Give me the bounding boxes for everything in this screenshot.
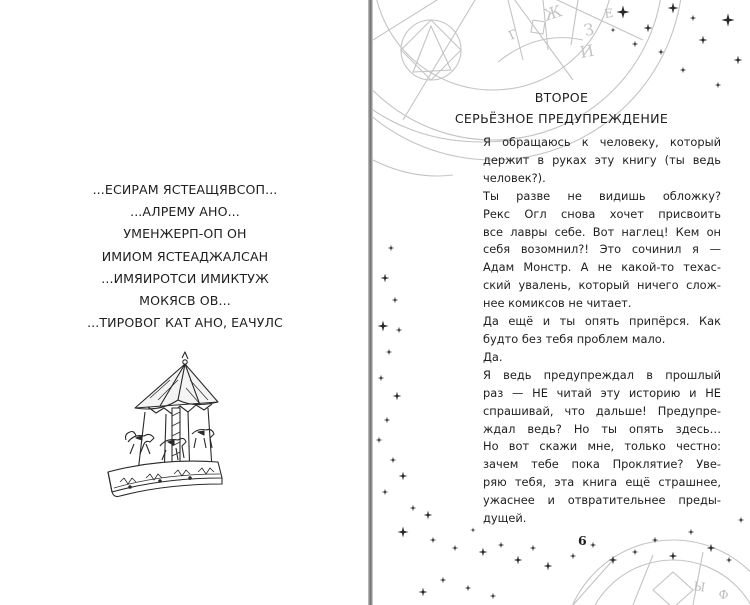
svg-text:Ф: Ф [717,587,730,603]
text-line: Я ведь предупреждал в прошлый [483,367,721,382]
decor-letter: И [578,40,596,62]
text-line: ский увалень, который ничего слож- [483,278,721,293]
right-page [373,0,750,605]
poem-line: ИМИОМ ЯСТЕАДЖАЛСАН [101,248,269,264]
poem-line: УМЕНЖЕРП-ОП ОН [123,226,247,242]
text-line: спрашивай, что дальше! Предупре- [483,403,721,418]
text-line: Я обращаюсь к человеку, который [483,135,721,149]
chapter-title-line1: ВТОРОЕ [534,90,589,105]
svg-text:Г: Г [506,26,520,43]
poem-line: МОКЯСВ ОВ... [139,293,231,309]
paragraph [465,313,721,349]
poem-line: ...АЛРЕМУ АНО... [130,204,240,220]
poem-line: ...ЕСИРАМ ЯСТЕАЩЯВСОП... [92,182,278,197]
text-line: Адам Монстр. А не какой-то техас- [483,260,721,275]
text-line: Да ещё и ты опять припёрся. Как [483,314,721,329]
poem-line: ...ТИРОВОГ КАТ АНО, ЕАЧУЛС [87,315,283,331]
paragraph [465,188,721,313]
carousel-illustration [90,350,225,500]
text-line: будто без тебя проблем мало. [483,331,666,346]
paragraph [465,134,721,188]
text-line: человек?). [483,170,546,185]
svg-text:Ы: Ы [692,579,707,595]
decor-letter: Ж [541,1,565,25]
text-line: Ты разве не видишь обложку? [483,188,721,203]
paragraph [465,349,721,367]
text-line: дущей. [483,511,527,526]
text-line: нее комиксов не читает. [483,296,632,311]
text-line: Но вот скажи мне, только честно: [483,439,721,454]
text-line: себя возомнил?! Это сочинил я — [483,242,721,257]
text-line: Рекс Огл снова хочет присвоить [483,206,721,221]
page-number: 6 [578,533,587,548]
text-line: ужаснее и отвратительнее преды- [483,493,721,508]
text-line: ряю тебя, эта книга ещё страшнее, [483,475,721,490]
text-line: держит в руках эту книгу (ты ведь [483,152,721,167]
chapter-body [465,134,721,528]
text-line: все лавры себе. Вот наглец! Кем он [483,224,721,239]
text-line: зачем тебе пока Проклятие? Уве- [483,457,721,472]
text-line: ждал ведь? Но ты опять здесь… [483,421,721,436]
left-page [0,0,368,605]
text-line: раз — НЕ читай эту историю и НЕ [483,385,721,400]
mirrored-poem [20,179,350,334]
decor-letter: З [582,19,596,40]
svg-text:Е: Е [603,5,615,21]
chapter-title-line2: СЕРЬЁЗНОЕ ПРЕДУПРЕЖДЕНИЕ [454,111,669,126]
poem-line: ...ИМЯИРОТСИ ИМИКТУЖ [101,270,269,286]
text-line: Да. [483,349,503,364]
paragraph [465,367,721,528]
